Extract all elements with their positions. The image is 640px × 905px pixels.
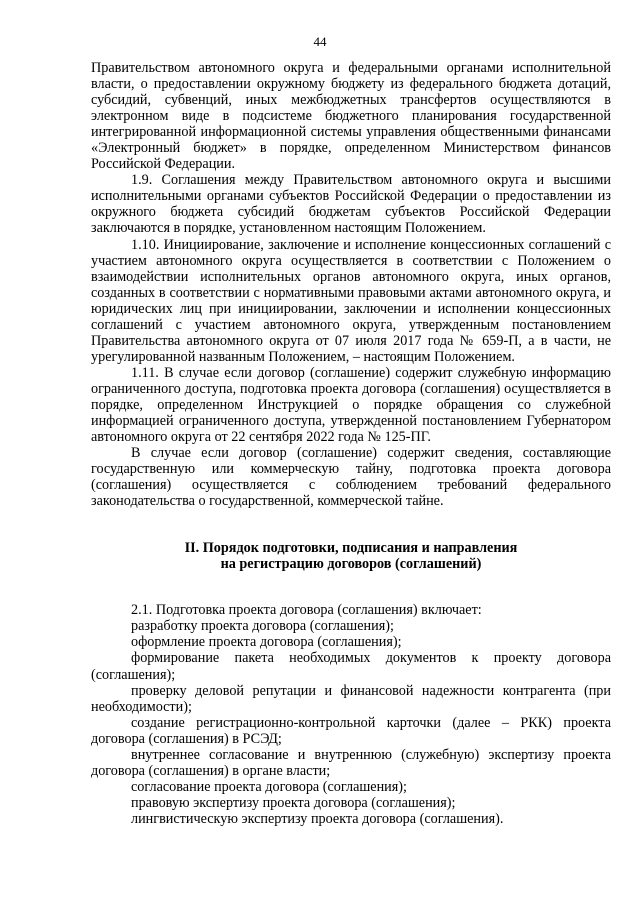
list-item: проверку деловой репутации и финансовой надежности контрагента (при необходимости);	[91, 682, 611, 715]
section-heading	[91, 540, 611, 572]
list-item: создание регистрационно-контрольной карточки (далее – РКК) проекта договора (соглашения) в РСЭД;	[91, 714, 611, 747]
list-item: оформление проекта договора (соглашения);	[131, 634, 402, 651]
paragraph-1-9: 1.9. Соглашения между Правительством автономного округа и высшими исполнительными органами субъектов Российской Федерации о предоставлении из окружного бюджета субсидий бюджетам субъектов Российской Федерации заключаются в порядке, установленном настоящим Положением.	[91, 172, 611, 237]
paragraph-1-10: 1.10. Инициирование, заключение и исполнение концессионных соглашений с участием автономного округа осуществляется в соответствии с Положением о взаимодействии исполнительных органов автономного округа, иных органов, созданных в соответствии с нормативными правовыми актами автономного округа, и юридических лиц при инициировании, заключении и исполнении концессионных соглашений с участием автономного округа, утвержденным постановлением Правительства автономного округа от 07 июля 2017 года № 659-П, а в части, не урегулированной названным Положением, – настоящим Положением.	[91, 236, 611, 365]
paragraph-continuation: Правительством автономного округа и федеральными органами исполнительной власти, о предоставлении окружному бюджету из федерального бюджета дотаций, субсидий, субвенций, иных межбюджетных трансфертов осуществляются в электронном виде в подсистеме бюджетного планирования государственной интегрированной информационной системы управления общественными финансами «Электронный бюджет» в порядке, определенном Министерством финансов Российской Федерации.	[91, 60, 611, 173]
document-body	[91, 60, 611, 827]
list-item: внутреннее согласование и внутреннюю (служебную) экспертизу проекта договора (соглашения) в органе власти;	[91, 746, 611, 779]
section-heading-line-1: II. Порядок подготовки, подписания и направления	[184, 540, 518, 557]
list-item: формирование пакета необходимых документов к проекту договора (соглашения);	[91, 650, 611, 683]
list-item: лингвистическую экспертизу проекта договора (соглашения).	[131, 810, 504, 827]
section-heading-line-2: на регистрацию договоров (соглашений)	[220, 556, 482, 573]
list-item: правовую экспертизу проекта договора (соглашения);	[131, 794, 456, 811]
list-item: согласование проекта договора (соглашения);	[131, 778, 407, 795]
list-item: разработку проекта договора (соглашения);	[131, 618, 394, 635]
paragraph-1-11: 1.11. В случае если договор (соглашение) содержит служебную информацию ограниченного доступа, подготовка проекта договора (соглашения) осуществляется в порядке, определенном Инструкцией о порядке обращения со служебной информацией ограниченного доступа, утвержденной постановлением Губернатором автономного округа от 22 сентября 2022 года № 125-ПГ.	[91, 364, 611, 446]
page-number: 44	[313, 34, 327, 49]
list-intro: 2.1. Подготовка проекта договора (соглашения) включает:	[131, 602, 482, 619]
paragraph-secret-info: В случае если договор (соглашение) содержит сведения, составляющие государственную или коммерческую тайну, подготовка проекта договора (соглашения) осуществляется с соблюдением требований федерального законодательства о государственной, коммерческой тайне.	[91, 445, 611, 510]
